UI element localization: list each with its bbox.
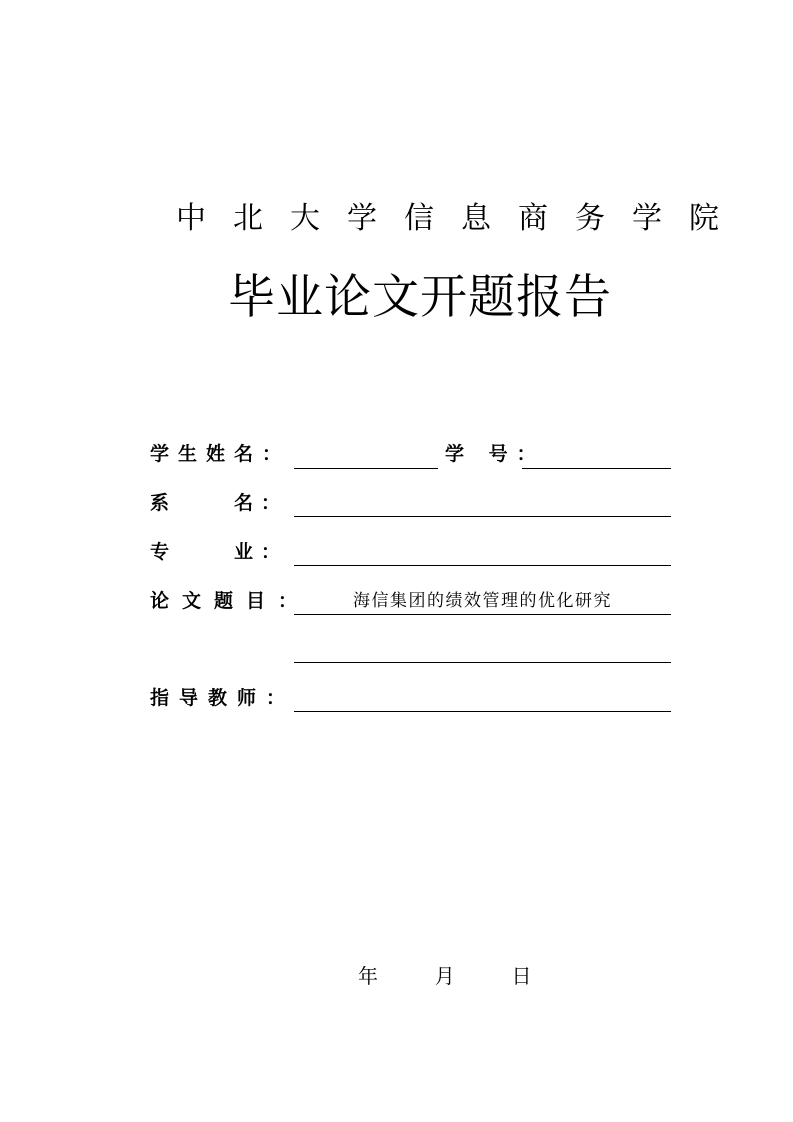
major-field[interactable] [294, 541, 671, 565]
major-label-left: 专 [150, 541, 170, 563]
advisor-label: 指导教师： [150, 687, 296, 709]
student-name-underline [294, 468, 438, 469]
document-title: 毕业论文开题报告 [228, 270, 612, 325]
department-underline [294, 516, 671, 517]
department-label-left: 系 [150, 492, 170, 514]
student-id-label: 学 号： [445, 443, 545, 465]
advisor-field[interactable] [294, 687, 671, 711]
advisor-underline [294, 711, 671, 712]
institution-name: 中北大学信息商务学院 [176, 201, 746, 236]
thesis-title-value: 海信集团的绩效管理的优化研究 [353, 591, 612, 611]
department-label [150, 489, 288, 517]
major-underline [294, 565, 671, 566]
date-line [358, 962, 531, 990]
major-label-right: 业： [233, 541, 288, 563]
date-day: 日 [511, 964, 532, 988]
department-label-right: 名： [233, 492, 288, 514]
thesis-title-underline-line2 [294, 662, 671, 663]
date-year: 年 [358, 964, 378, 988]
student-id-field[interactable] [522, 443, 671, 467]
thesis-title-field[interactable] [294, 589, 671, 613]
student-name-field[interactable] [294, 443, 438, 467]
date-month: 月 [434, 964, 455, 988]
thesis-title-underline [294, 614, 671, 615]
major-label [150, 538, 288, 566]
student-id-underline [522, 468, 671, 469]
department-field[interactable] [294, 492, 671, 516]
student-name-label: 学生姓名： [150, 443, 291, 465]
thesis-title-field-line2[interactable] [294, 638, 671, 662]
thesis-title-label: 论文题目： [150, 590, 311, 612]
